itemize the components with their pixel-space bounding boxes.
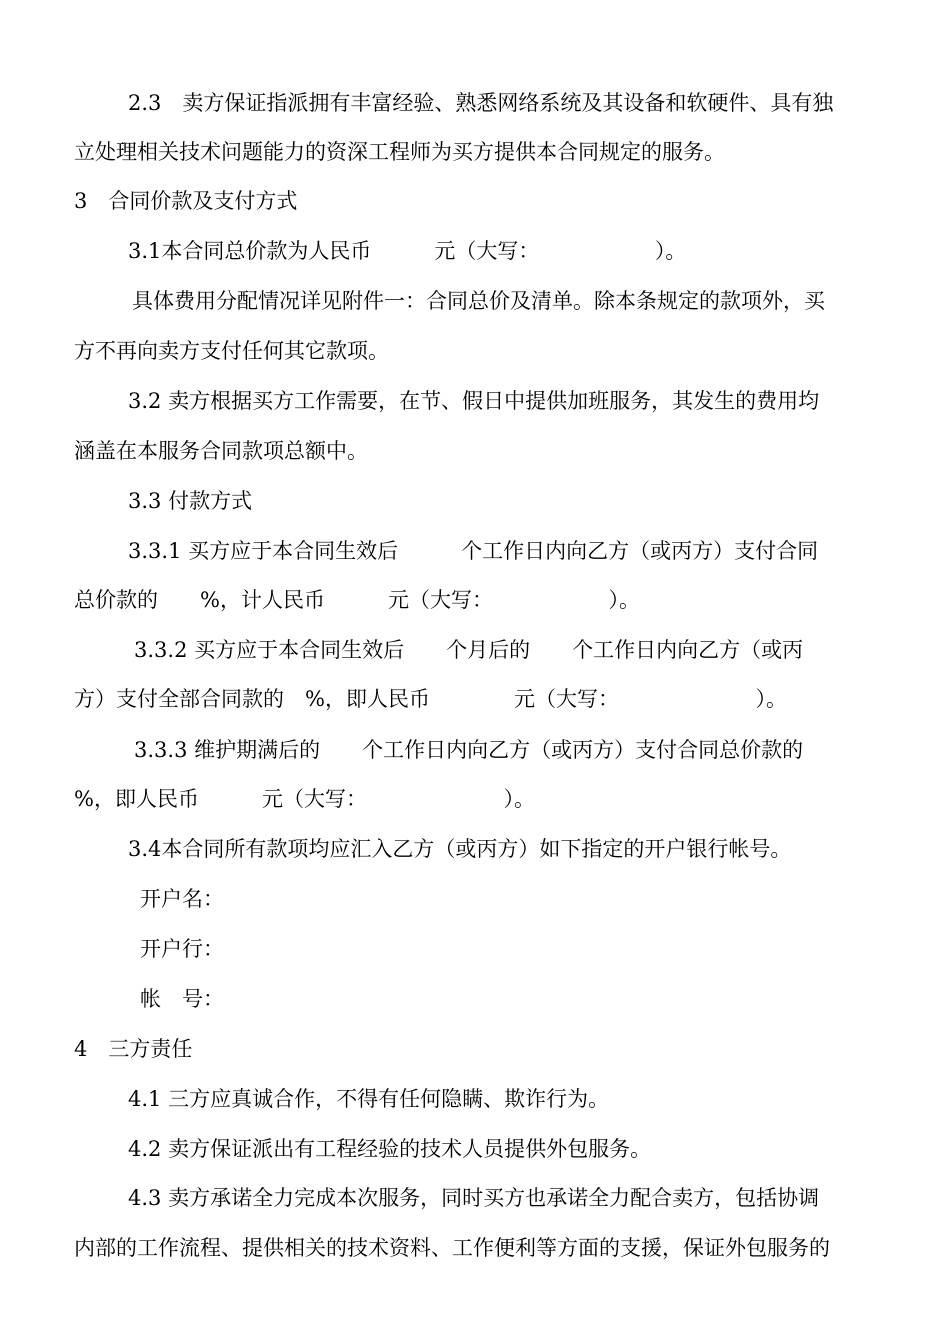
- text-line: 涵盖在本服务合同款项总额中。: [74, 439, 368, 463]
- text-line: 3.4本合同所有款项均应汇入乙方（或丙方）如下指定的开户银行帐号。: [128, 837, 792, 861]
- text-line: %，即人民币 元（大写： ）。: [74, 787, 535, 811]
- section-heading: 4 三方责任: [74, 1037, 193, 1061]
- text-line: 3.3.2 买方应于本合同生效后 个月后的 个工作日内向乙方（或丙: [134, 638, 804, 662]
- text-line: 3.2 卖方根据买方工作需要，在节、假日中提供加班服务，其发生的费用均: [128, 389, 820, 413]
- text-line: 4.1 三方应真诚合作，不得有任何隐瞒、欺诈行为。: [128, 1087, 610, 1111]
- text-line: 立处理相关技术问题能力的资深工程师为买方提供本合同规定的服务。: [74, 140, 725, 164]
- text-line: 方不再向卖方支付任何其它款项。: [74, 339, 389, 363]
- text-line: 内部的工作流程、提供相关的技术资料、工作便利等方面的支援，保证外包服务的: [74, 1236, 830, 1260]
- text-line: 总价款的 %，计人民币 元（大写： ）。: [74, 588, 640, 612]
- account-name-field: 开户名：: [140, 887, 224, 911]
- account-number-field: 帐 号：: [140, 987, 224, 1011]
- text-line: 3.3.1 买方应于本合同生效后 个工作日内向乙方（或丙方）支付合同: [128, 539, 819, 563]
- text-line: 方）支付全部合同款的 %，即人民币 元（大写： ）。: [74, 687, 787, 711]
- bank-field: 开户行：: [140, 937, 224, 961]
- text-line: 3.1本合同总价款为人民币 元（大写： ）。: [128, 239, 687, 263]
- text-line: 3.3.3 维护期满后的 个工作日内向乙方（或丙方）支付合同总价款的: [134, 738, 804, 762]
- subsection-heading: 3.3 付款方式: [128, 489, 253, 513]
- text-line: 2.3 卖方保证指派拥有丰富经验、熟悉网络系统及其设备和软硬件、具有独: [128, 91, 834, 115]
- text-line: 具体费用分配情况详见附件一：合同总价及清单。除本条规定的款项外，买: [132, 289, 825, 313]
- text-line: 4.3 卖方承诺全力完成本次服务，同时买方也承诺全力配合卖方，包括协调: [128, 1186, 820, 1210]
- text-line: 4.2 卖方保证派出有工程经验的技术人员提供外包服务。: [128, 1137, 652, 1161]
- section-heading: 3 合同价款及支付方式: [74, 189, 298, 213]
